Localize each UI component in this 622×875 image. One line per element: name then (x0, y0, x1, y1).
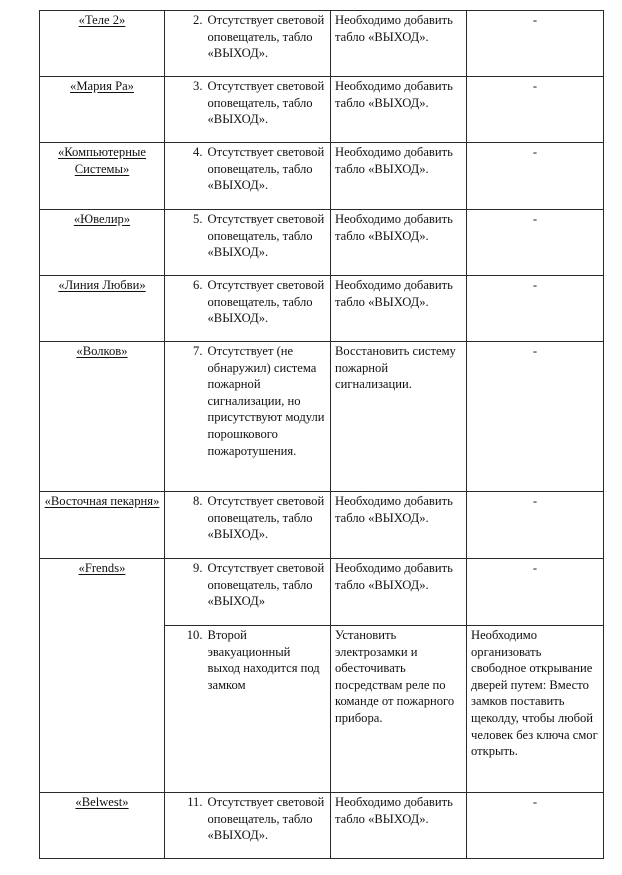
table-row (40, 492, 604, 559)
item-number: 6. (165, 276, 207, 342)
organization-name: «Frends» (78, 561, 126, 575)
item-number: 11. (165, 793, 207, 859)
note-cell: - (467, 342, 604, 492)
organization-name: «Волков» (76, 344, 128, 358)
violation-description: Отсутствует световой оповещатель, табло «ВЫХОД». (207, 77, 331, 143)
organization-cell (40, 276, 165, 342)
item-number: 7. (165, 342, 207, 492)
inspection-table (39, 10, 604, 859)
required-action: Необходимо добавить табло «ВЫХОД». (331, 11, 467, 77)
note-cell: - (467, 559, 604, 626)
required-action: Необходимо добавить табло «ВЫХОД». (331, 77, 467, 143)
organization-name: «Восточная пекарня» (44, 494, 160, 508)
organization-cell (40, 11, 165, 77)
organization-cell (40, 210, 165, 276)
organization-name: «Линия Любви» (58, 278, 146, 292)
required-action: Установить электрозамки и обесточивать посредствам реле по команде от пожарного прибора. (331, 626, 467, 793)
organization-cell (40, 342, 165, 492)
organization-name: «Компьютерные Системы» (57, 145, 146, 176)
violation-description: Второй эвакуационный выход находится под замком (207, 626, 331, 793)
violation-description: Отсутствует световой оповещатель, табло «ВЫХОД». (207, 276, 331, 342)
table-row (40, 210, 604, 276)
organization-name: «Belwest» (75, 795, 129, 809)
required-action: Необходимо добавить табло «ВЫХОД». (331, 492, 467, 559)
organization-cell (40, 77, 165, 143)
note-cell: - (467, 492, 604, 559)
organization-cell (40, 559, 165, 793)
table-row (40, 342, 604, 492)
table-row (40, 143, 604, 210)
organization-cell (40, 492, 165, 559)
table-row (40, 11, 604, 77)
note-cell: - (467, 11, 604, 77)
violation-description: Отсутствует световой оповещатель, табло «ВЫХОД». (207, 143, 331, 210)
violation-description: Отсутствует световой оповещатель, табло «ВЫХОД» (207, 559, 331, 626)
note-cell: - (467, 793, 604, 859)
required-action: Необходимо добавить табло «ВЫХОД». (331, 276, 467, 342)
table-row (40, 793, 604, 859)
item-number: 10. (165, 626, 207, 793)
item-number: 9. (165, 559, 207, 626)
violation-description: Отсутствует световой оповещатель, табло «ВЫХОД». (207, 793, 331, 859)
note-cell: - (467, 210, 604, 276)
organization-cell (40, 143, 165, 210)
required-action: Необходимо добавить табло «ВЫХОД». (331, 793, 467, 859)
required-action: Восстановить систему пожарной сигнализации. (331, 342, 467, 492)
violation-description: Отсутствует световой оповещатель, табло «ВЫХОД». (207, 11, 331, 77)
item-number: 8. (165, 492, 207, 559)
violation-description: Отсутствует световой оповещатель, табло «ВЫХОД». (207, 492, 331, 559)
table-row (40, 276, 604, 342)
required-action: Необходимо добавить табло «ВЫХОД». (331, 559, 467, 626)
organization-cell (40, 793, 165, 859)
violation-description: Отсутствует (не обнаружил) система пожарной сигнализации, но присутствуют модули порошкового пожаротушения. (207, 342, 331, 492)
required-action: Необходимо добавить табло «ВЫХОД». (331, 143, 467, 210)
note-cell: - (467, 143, 604, 210)
note-cell: - (467, 276, 604, 342)
item-number: 3. (165, 77, 207, 143)
table-row (40, 559, 604, 626)
organization-name: «Теле 2» (78, 13, 126, 27)
violation-description: Отсутствует световой оповещатель, табло «ВЫХОД». (207, 210, 331, 276)
required-action: Необходимо добавить табло «ВЫХОД». (331, 210, 467, 276)
item-number: 2. (165, 11, 207, 77)
item-number: 4. (165, 143, 207, 210)
table-row (40, 77, 604, 143)
note-cell: - (467, 77, 604, 143)
note-cell: Необходимо организовать свободное открывание дверей путем: Вместо замков поставить щеколду, чтобы любой человек без ключа смог открыть. (467, 626, 604, 793)
organization-name: «Мария Ра» (70, 79, 134, 93)
organization-name: «Ювелир» (73, 212, 131, 226)
item-number: 5. (165, 210, 207, 276)
